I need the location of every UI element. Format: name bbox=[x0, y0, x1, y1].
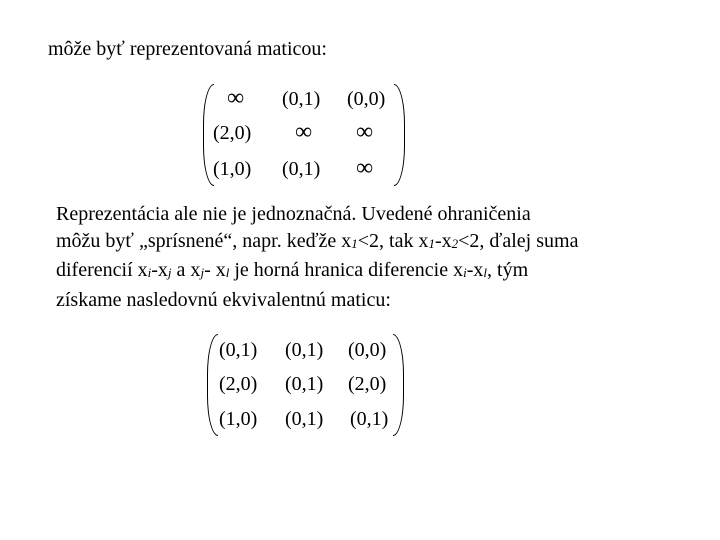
matrix-2-right-bracket bbox=[393, 334, 404, 436]
matrix-1-cell: ∞ bbox=[227, 85, 245, 111]
paragraph-line-1: Reprezentácia ale nie je jednoznačná. Uvedené ohraničenia bbox=[56, 203, 531, 225]
matrix-2-cell: (0,1) bbox=[285, 408, 324, 430]
matrix-2-cell: (0,1) bbox=[285, 339, 324, 361]
matrix-2-cell: (0,0) bbox=[348, 339, 387, 361]
matrix-2-cell: (2,0) bbox=[348, 373, 387, 395]
matrix-1-cell: ∞ bbox=[295, 119, 313, 145]
matrix-2-left-bracket bbox=[207, 334, 218, 436]
subscript: i bbox=[147, 265, 152, 280]
subscript: 1 bbox=[428, 235, 435, 251]
subscript: 1 bbox=[351, 235, 358, 251]
text-run: je horná hranica diferencie x bbox=[229, 259, 464, 281]
text-run: <2, tak x bbox=[357, 229, 429, 252]
matrix-1-cell: (0,0) bbox=[347, 88, 386, 110]
matrix-2-cell: (0,1) bbox=[285, 373, 324, 395]
matrix-2-cell: (1,0) bbox=[219, 408, 258, 430]
matrix-1-right-bracket bbox=[394, 84, 405, 186]
matrix-2 bbox=[207, 334, 404, 436]
matrix-1-cell: ∞ bbox=[356, 119, 374, 145]
subscript: j bbox=[167, 265, 172, 280]
text-run: diferencií x bbox=[56, 259, 148, 281]
matrix-2-cell: (2,0) bbox=[219, 373, 258, 395]
text-run: -x bbox=[434, 229, 452, 252]
paragraph-line-3 bbox=[56, 257, 696, 287]
text-run: -x bbox=[151, 259, 168, 281]
intro-text: môže byť reprezentovaná maticou: bbox=[48, 38, 327, 60]
text-run: - x bbox=[204, 259, 226, 281]
matrix-1-cell: (0,1) bbox=[282, 158, 321, 180]
text-run: a x bbox=[171, 259, 201, 281]
text-run: -x bbox=[466, 259, 484, 281]
paragraph-line-4: získame nasledovnú ekvivalentnú maticu: bbox=[56, 288, 391, 311]
matrix-1-cell: ∞ bbox=[356, 155, 374, 181]
matrix-2-cell: (0,1) bbox=[219, 339, 258, 361]
subscript: i bbox=[463, 265, 467, 280]
subscript: j bbox=[200, 265, 205, 280]
text-run: , tým bbox=[487, 259, 529, 281]
matrix-1-cell: (0,1) bbox=[282, 88, 321, 110]
subscript: 2 bbox=[451, 235, 459, 251]
text-run: <2, ďalej suma bbox=[458, 229, 579, 252]
text-run: môžu byť „sprísnené“, napr. keďže x bbox=[56, 229, 352, 252]
matrix-1-cell: (1,0) bbox=[213, 158, 252, 180]
subscript: l bbox=[483, 265, 488, 280]
matrix-1 bbox=[203, 84, 405, 186]
explanation-paragraph bbox=[56, 201, 696, 313]
paragraph-line-2 bbox=[56, 228, 696, 258]
subscript: l bbox=[225, 265, 230, 280]
matrix-1-cell: (2,0) bbox=[213, 122, 252, 144]
matrix-2-cell: (0,1) bbox=[350, 408, 389, 430]
